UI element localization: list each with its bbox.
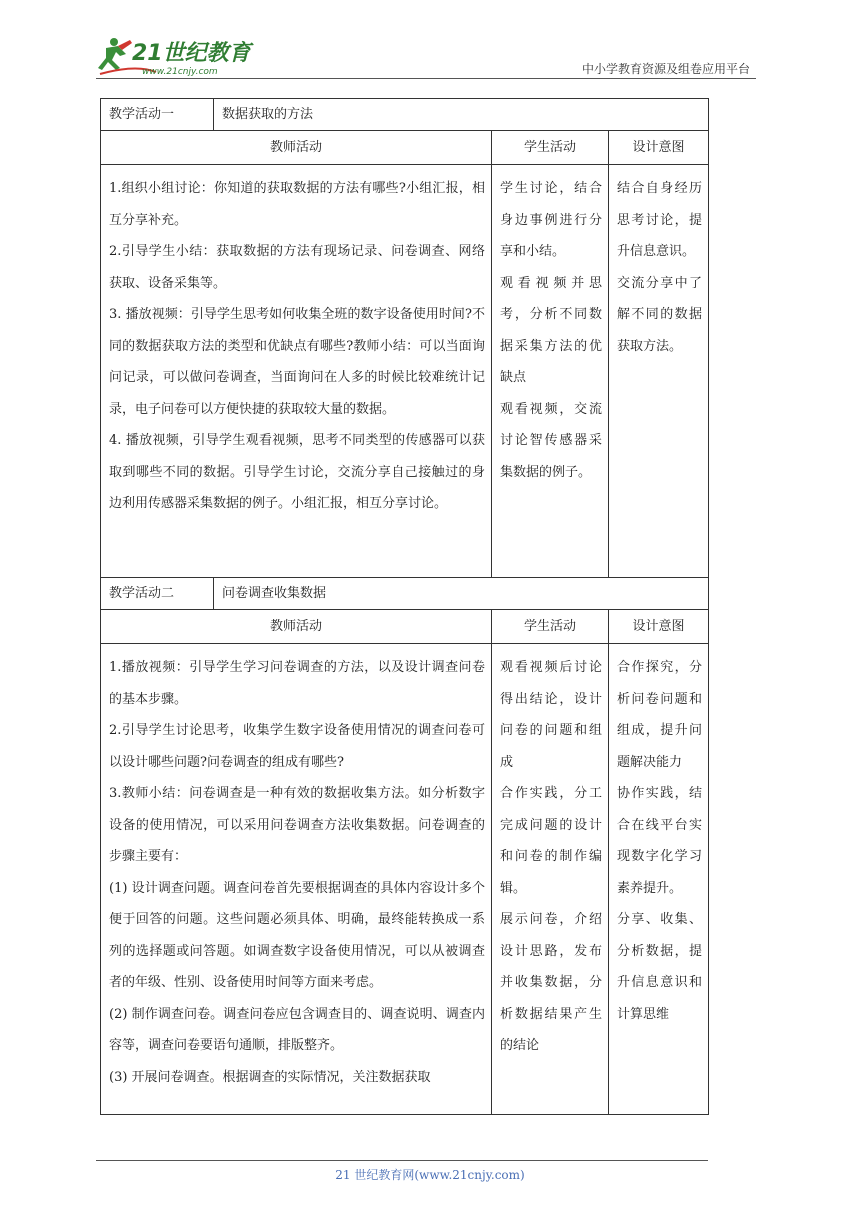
teacher-step: (2) 制作调查问卷。调查问卷应包含调查目的、调查说明、调查内容等，调查问卷要语句通顺，排版整齐。 (109, 1006, 485, 1053)
content-row-1 (101, 165, 709, 578)
teacher-step: 1.播放视频：引导学生学习问卷调查的方法，以及设计调查问卷的基本步骤。 (109, 660, 485, 707)
col-teacher-header: 教师活动 (269, 140, 322, 155)
footer-link[interactable]: 21 世纪教育网(www.21cnjy.com) (335, 1168, 525, 1182)
lesson-plan-table (100, 98, 709, 1115)
student-item: 展示问卷，介绍设计思路，发布并收集数据，分析数据结果产生的结论 (500, 912, 602, 1053)
site-logo[interactable] (96, 34, 266, 78)
student-item: 观看视频，交流讨论智传感器采集数据的例子。 (500, 401, 602, 480)
design-item: 协作实践，结合在线平台实现数字化学习素养提升。 (617, 786, 703, 896)
col-student-header: 学生活动 (523, 140, 576, 155)
teacher-activity-cell (101, 644, 491, 1097)
content-row-2 (101, 644, 709, 1115)
logo-text: 21世纪教育 (132, 41, 251, 66)
page-header (96, 30, 756, 80)
student-item: 观看视频后讨论得出结论，设计问卷的问题和组成 (500, 660, 602, 770)
design-intent-cell (609, 165, 708, 366)
design-item: 交流分享中了解不同的数据获取方法。 (617, 275, 703, 354)
column-header-row-2 (101, 610, 709, 644)
teacher-activity-cell (101, 165, 491, 524)
teacher-step: (3) 开展问卷调查。根据调查的实际情况，关注数据获取 (109, 1069, 431, 1085)
col-student-header: 学生活动 (523, 619, 576, 634)
logo-url: www.21cnjy.com (142, 67, 218, 77)
teacher-step: 3. 播放视频：引导学生思考如何收集全班的数字设备使用时间?不同的数据获取方法的类型和优缺点有哪些?教师小结：可以当面询问记录，可以做问卷调查，当面询问在人多的时候比较难统计记录，电子问卷可以方便快捷的获取较大量的数据。 (109, 307, 485, 417)
design-item: 结合自身经历思考讨论，提升信息意识。 (617, 181, 703, 259)
activity-title: 数据获取的方法 (222, 107, 314, 122)
design-intent-cell (609, 644, 708, 1034)
teacher-step: 3.教师小结：问卷调查是一种有效的数据收集方法。如分析数字设备的使用情况，可以采用问卷调查方法收集数据。问卷调查的步骤主要有： (109, 786, 485, 864)
teacher-step: (1) 设计调查问题。调查问卷首先要根据调查的具体内容设计多个便于回答的问题。这些问题必须具体、明确，最终能转换成一系列的选择题或问答题。如调查数字设备使用情况，可以从被调查者的年级、性别、设备使用时间等方面来考虑。 (109, 880, 485, 990)
activity-label: 教学活动二 (109, 586, 175, 601)
student-activity-cell (492, 165, 608, 492)
design-item: 分享、收集、分析数据，提升信息意识和计算思维 (617, 912, 703, 1022)
header-divider (96, 78, 756, 79)
teacher-step: 2.引导学生讨论思考，收集学生数字设备使用情况的调查问卷可以设计哪些问题?问卷调查的组成有哪些? (109, 723, 485, 770)
col-teacher-header: 教师活动 (269, 619, 322, 634)
student-item: 合作实践，分工完成问题的设计和问卷的制作编辑。 (500, 786, 602, 896)
platform-name: 中小学教育资源及组卷应用平台 (581, 62, 750, 76)
teacher-step: 2.引导学生小结：获取数据的方法有现场记录、问卷调查、网络获取、设备采集等。 (109, 244, 485, 291)
teacher-step: 1.组织小组讨论：你知道的获取数据的方法有哪些?小组汇报，相互分享补充。 (109, 181, 485, 228)
activity-row-1 (101, 99, 709, 131)
student-activity-cell (492, 644, 608, 1066)
runner-logo-icon (96, 34, 266, 78)
column-header-row-1 (101, 131, 709, 165)
student-item: 学生讨论，结合身边事例进行分享和小结。 (500, 181, 602, 259)
col-design-header: 设计意图 (632, 619, 685, 634)
footer-divider (96, 1160, 708, 1161)
teacher-step: 4. 播放视频，引导学生观看视频，思考不同类型的传感器可以获取到哪些不同的数据。引导学生讨论，交流分享自己接触过的身边利用传感器采集数据的例子。小组汇报，相互分享讨论。 (109, 433, 485, 511)
activity-row-2 (101, 578, 709, 610)
design-item: 合作探究，分析问卷问题和组成，提升问题解决能力 (617, 660, 703, 770)
activity-title: 问卷调查收集数据 (222, 586, 327, 601)
col-design-header: 设计意图 (632, 140, 685, 155)
activity-label: 教学活动一 (109, 107, 175, 122)
student-item: 观看视频并思考，分析不同数据采集方法的优缺点 (500, 275, 602, 385)
